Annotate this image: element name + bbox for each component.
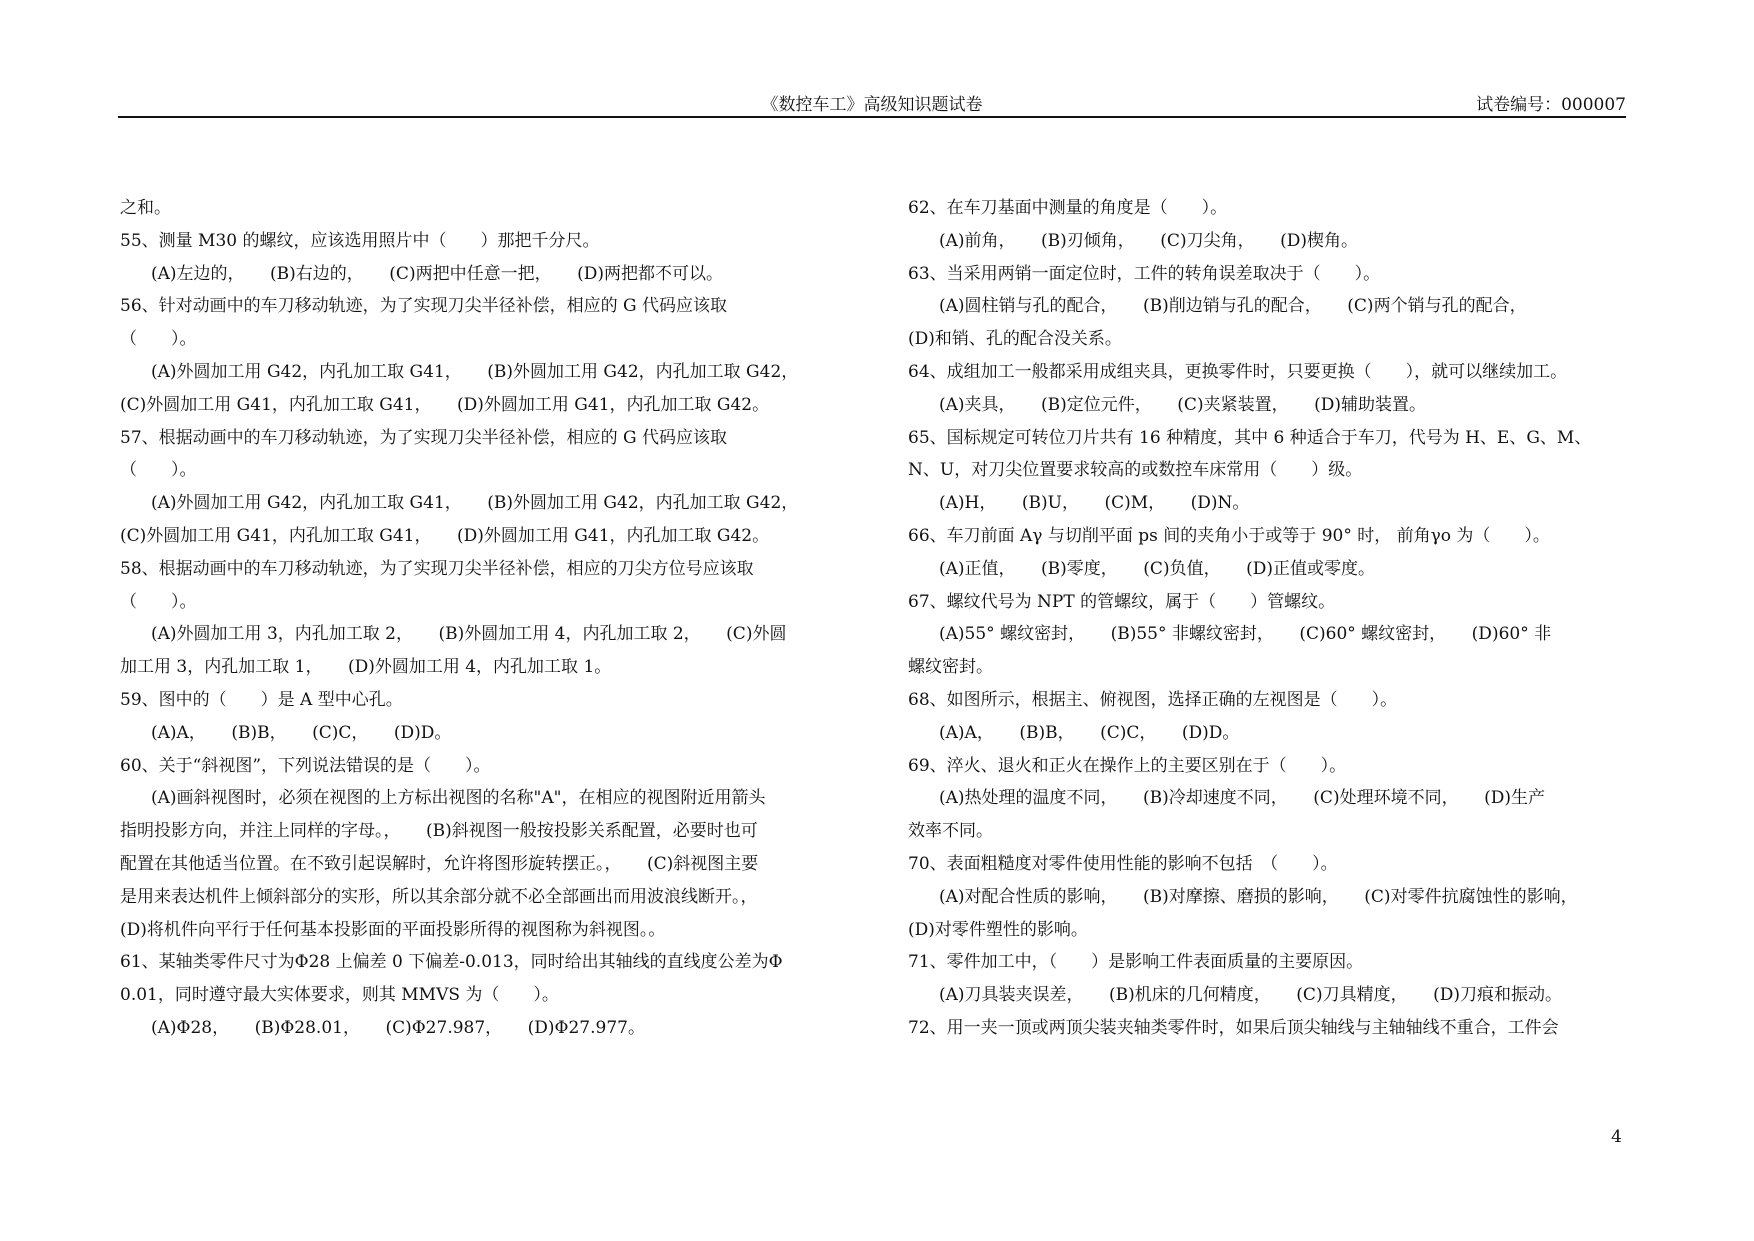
text-line: 0.01，同时遵守最大实体要求，则其 MMVS 为（ ）。 xyxy=(120,985,559,1006)
question-66: 66、车刀前面 Aγ 与切削平面 ps 间的夹角小于或等于 90° 时， 前角γo 为（ ）。 xyxy=(908,525,1550,546)
text-line: （ ）。 xyxy=(120,329,197,350)
question-56: 56、针对动画中的车刀移动轨迹，为了实现刀尖半径补偿，相应的 G 代码应该取 xyxy=(120,296,728,317)
options-61: (A)Φ28， (B)Φ28.01， (C)Φ27.987， (D)Φ27.977。 xyxy=(151,1017,645,1038)
text-line: 螺纹密封。 xyxy=(908,657,993,678)
exam-title: 《数控车工》高级知识题试卷 xyxy=(761,95,983,115)
options-69: (A)热处理的温度不同， (B)冷却速度不同， (C)处理环境不同， (D)生产 xyxy=(939,788,1545,809)
options-67: (A)55° 螺纹密封， (B)55° 非螺纹密封， (C)60° 螺纹密封， (D)60° 非 xyxy=(939,624,1552,645)
text-line: 指明投影方向，并注上同样的字母。， (B)斜视图一般按投影关系配置，必要时也可 xyxy=(120,821,758,842)
question-60: 60、关于“斜视图”，下列说法错误的是（ ）。 xyxy=(120,755,491,776)
question-58: 58、根据动画中的车刀移动轨迹，为了实现刀尖半径补偿，相应的刀尖方位号应该取 xyxy=(120,558,754,579)
options-60: (A)画斜视图时，必须在视图的上方标出视图的名称"A"，在相应的视图附近用箭头 xyxy=(151,788,766,809)
options-63: (A)圆柱销与孔的配合， (B)削边销与孔的配合， (C)两个销与孔的配合， xyxy=(939,296,1527,317)
text-line: 效率不同。 xyxy=(908,821,993,842)
options-71: (A)刀具装夹误差， (B)机床的几何精度， (C)刀具精度， (D)刀痕和振动。 xyxy=(939,985,1562,1006)
options-57: (A)外圆加工用 G42，内孔加工取 G41， (B)外圆加工用 G42，内孔加工取 G42， xyxy=(151,493,799,514)
question-57: 57、根据动画中的车刀移动轨迹，为了实现刀尖半径补偿，相应的 G 代码应该取 xyxy=(120,427,728,448)
question-59: 59、图中的（ ）是 A 型中心孔。 xyxy=(120,689,403,710)
text-line: 是用来表达机件上倾斜部分的实形，所以其余部分就不必全部画出而用波浪线断开。， xyxy=(120,886,758,907)
question-63: 63、当采用两销一面定位时，工件的转角误差取决于（ ）。 xyxy=(908,263,1381,284)
text-line: (C)外圆加工用 G41，内孔加工取 G41， (D)外圆加工用 G41，内孔加工取 G42。 xyxy=(120,525,770,546)
text-line: 加工用 3，内孔加工取 1， (D)外圆加工用 4，内孔加工取 1。 xyxy=(120,657,612,678)
question-55: 55、测量 M30 的螺纹，应该选用照片中（ ）那把千分尺。 xyxy=(120,230,600,251)
right-column xyxy=(908,192,1630,1045)
question-65: 65、国标规定可转位刀片共有 16 种精度，其中 6 种适合于车刀，代号为 H、E、G、M、 xyxy=(908,427,1592,448)
text-line: (D)和销、孔的配合没关系。 xyxy=(908,329,1122,350)
question-61: 61、某轴类零件尺寸为Φ28 上偏差 0 下偏差-0.013，同时给出其轴线的直线度公差为Φ xyxy=(120,952,783,973)
options-68: (A)A， (B)B， (C)C， (D)D。 xyxy=(939,722,1240,743)
question-67: 67、螺纹代号为 NPT 的管螺纹，属于（ ）管螺纹。 xyxy=(908,591,1336,612)
text-line: (C)外圆加工用 G41，内孔加工取 G41， (D)外圆加工用 G41，内孔加工取 G42。 xyxy=(120,394,770,415)
left-column xyxy=(120,192,840,1045)
text-line: （ ）。 xyxy=(120,591,197,612)
options-59: (A)A， (B)B， (C)C， (D)D。 xyxy=(151,722,452,743)
options-55: (A)左边的， (B)右边的， (C)两把中任意一把， (D)两把都不可以。 xyxy=(151,263,723,284)
text-line: (D)对零件塑性的影响。 xyxy=(908,919,1088,940)
options-56: (A)外圆加工用 G42，内孔加工取 G41， (B)外圆加工用 G42，内孔加工取 G42， xyxy=(151,361,799,382)
question-71: 71、零件加工中，（ ）是影响工件表面质量的主要原因。 xyxy=(908,952,1364,973)
options-66: (A)正值， (B)零度， (C)负值， (D)正值或零度。 xyxy=(939,558,1375,579)
options-58: (A)外圆加工用 3，内孔加工取 2， (B)外圆加工用 4，内孔加工取 2， (C)外圆 xyxy=(151,624,787,645)
page-number: 4 xyxy=(1611,1127,1622,1147)
text-line: (D)将机件向平行于任何基本投影面的平面投影所得的视图称为斜视图。。 xyxy=(120,919,666,940)
text-line: N、U，对刀尖位置要求较高的或数控车床常用（ ）级。 xyxy=(908,460,1363,481)
options-62: (A)前角， (B)刃倾角， (C)刀尖角， (D)楔角。 xyxy=(939,230,1358,251)
options-64: (A)夹具， (B)定位元件， (C)夹紧装置， (D)辅助装置。 xyxy=(939,394,1426,415)
text-line: （ ）。 xyxy=(120,460,197,481)
question-69: 69、淬火、退火和正火在操作上的主要区别在于（ ）。 xyxy=(908,755,1347,776)
question-72: 72、用一夹一顶或两顶尖装夹轴类零件时，如果后顶尖轴线与主轴轴线不重合，工件会 xyxy=(908,1017,1559,1038)
question-62: 62、在车刀基面中测量的角度是（ ）。 xyxy=(908,198,1228,218)
options-70: (A)对配合性质的影响， (B)对摩擦、磨损的影响， (C)对零件抗腐蚀性的影响， xyxy=(939,886,1578,907)
question-68: 68、如图所示，根据主、俯视图，选择正确的左视图是（ ）。 xyxy=(908,689,1398,710)
question-64: 64、成组加工一般都采用成组夹具，更换零件时，只要更换（ ），就可以继续加工。 xyxy=(908,361,1568,382)
exam-code: 试卷编号：000007 xyxy=(1476,95,1626,115)
text-line: 配置在其他适当位置。在不致引起误解时，允许将图形旋转摆正。， (C)斜视图主要 xyxy=(120,853,759,874)
question-70: 70、表面粗糙度对零件使用性能的影响不包括 （ ）。 xyxy=(908,853,1338,874)
text-line: 之和。 xyxy=(120,198,171,218)
options-65: (A)H， (B)U， (C)M， (D)N。 xyxy=(939,493,1250,514)
page-header xyxy=(118,88,1626,118)
